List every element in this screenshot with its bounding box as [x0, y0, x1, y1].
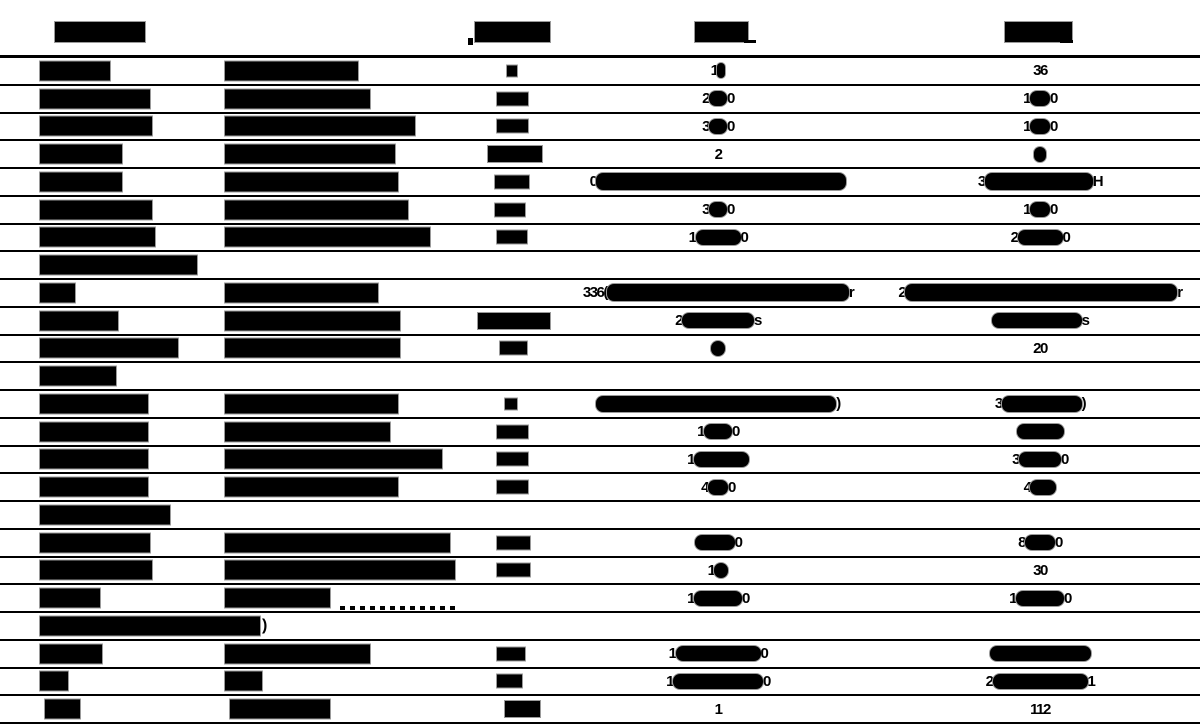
cell-text-fragment: 0 [728, 478, 735, 496]
value-cell [548, 669, 888, 695]
value-cell [870, 197, 1200, 223]
redacted-bar [40, 561, 152, 580]
redacted-bar [497, 120, 528, 133]
redacted-bar [1025, 535, 1055, 550]
redacted-bar [230, 700, 330, 719]
redacted-bar [225, 533, 450, 552]
value-cell [870, 308, 1200, 334]
value-cell [548, 530, 888, 556]
cell-text-fragment: 20 [1033, 339, 1047, 357]
redacted-bar [709, 119, 727, 134]
cell-text-fragment: 1 [710, 62, 718, 80]
redacted-bar [40, 367, 116, 386]
cell-text-fragment: 0 [1050, 201, 1057, 219]
redacted-bar [40, 478, 148, 497]
redacted-bar [497, 453, 528, 466]
redacted-bar [478, 313, 550, 329]
redacted-bar [225, 283, 378, 302]
cell-text-fragment: 0 [727, 117, 734, 135]
value-cell [870, 280, 1200, 306]
redacted-bar [40, 450, 148, 469]
value-cell [870, 169, 1200, 195]
value-cell [870, 585, 1200, 611]
cell-text-fragment: s [754, 312, 761, 330]
redacted-bar [40, 589, 100, 608]
cell-text-fragment: 1 [1023, 201, 1030, 219]
section-header-row [0, 252, 1200, 280]
value-cell [548, 58, 888, 84]
cell-text-fragment: 0 [589, 173, 597, 191]
table-row [0, 86, 1200, 114]
cell-text-fragment: 1 [668, 645, 676, 663]
cell-text-fragment: 36 [1033, 62, 1047, 80]
table-row [0, 336, 1200, 364]
redacted-bar [709, 202, 727, 217]
cell-text-fragment: 3 [994, 395, 1002, 413]
redacted-bar [1019, 452, 1061, 467]
cell-text-fragment: 0 [1061, 450, 1068, 468]
redacted-bar [505, 701, 540, 717]
table-row [0, 530, 1200, 558]
redacted-bar [1030, 119, 1050, 134]
redacted-bar [40, 311, 118, 330]
value-cell [870, 419, 1200, 445]
cell-text-fragment: 0 [1050, 90, 1057, 108]
redacted-bar [1034, 147, 1046, 162]
section-header-row [0, 613, 1200, 641]
redacted-bar [717, 63, 725, 78]
cell-text-fragment: ) [836, 395, 840, 413]
redacted-bar [225, 561, 455, 580]
redacted-bar [682, 313, 754, 328]
value-cell [870, 114, 1200, 140]
redacted-bar [497, 92, 528, 105]
redacted-bar [40, 616, 260, 635]
redacted-bar [505, 398, 517, 409]
cell-text-fragment: 0 [1055, 534, 1062, 552]
cell-text-fragment: 2 [898, 284, 906, 302]
redacted-bar [1016, 591, 1064, 606]
table-row [0, 169, 1200, 197]
cell-text-fragment: 3 [977, 173, 985, 191]
redacted-bar [676, 646, 761, 661]
redacted-bar [1030, 202, 1050, 217]
redacted-bar [596, 396, 836, 412]
redacted-bar [714, 563, 728, 578]
cell-text-fragment: 1 [666, 672, 673, 690]
redacted-bar [500, 342, 527, 355]
value-cell [548, 169, 888, 195]
table-row [0, 558, 1200, 586]
value-cell [548, 114, 888, 140]
redacted-bar [40, 256, 197, 275]
redacted-bar [225, 478, 398, 497]
cell-text-fragment: 0 [734, 534, 742, 552]
redacted-bar [40, 422, 148, 441]
redacted-bar [225, 200, 408, 219]
cell-text-fragment: 0 [1050, 117, 1057, 135]
redacted-bar [40, 117, 152, 136]
cell-text-fragment: 1 [714, 700, 722, 718]
redacted-bar [40, 283, 75, 302]
cell-text-fragment: 0 [727, 201, 734, 219]
value-cell [870, 474, 1200, 500]
table-row [0, 474, 1200, 502]
header-text-remnant [468, 38, 473, 45]
redacted-bar [225, 339, 400, 358]
cell-text-fragment: 1 [1087, 672, 1095, 690]
value-cell [870, 225, 1200, 251]
header-text-remnant [1060, 40, 1073, 43]
redacted-bar [708, 480, 728, 495]
redacted-bar [40, 644, 102, 663]
redacted-bar [495, 175, 529, 188]
table-row [0, 447, 1200, 475]
cell-text-fragment: 1 [1023, 90, 1030, 108]
redacted-bar [993, 674, 1088, 689]
cell-text-fragment: 0 [727, 90, 734, 108]
cell-text-fragment: 30 [1033, 561, 1047, 579]
cell-text-fragment: 3 [1012, 450, 1019, 468]
redacted-bar [1030, 480, 1056, 495]
redacted-header-cell [475, 22, 550, 42]
redacted-bar [40, 200, 152, 219]
cell-text-fragment: 0 [1062, 228, 1070, 246]
redacted-bar [495, 203, 525, 216]
redacted-bar [225, 450, 442, 469]
redacted-bar [225, 589, 330, 608]
cell-text-fragment: 1 [707, 561, 715, 579]
cell-text-fragment: 2 [675, 312, 682, 330]
table-row [0, 280, 1200, 308]
cell-text-fragment: 8 [1018, 534, 1025, 552]
value-cell [548, 280, 888, 306]
redacted-bar [497, 675, 522, 688]
cell-text-fragment: ) [1081, 395, 1086, 413]
cell-text-fragment: 112 [1030, 700, 1050, 718]
redacted-header-cell [695, 22, 748, 42]
value-cell [870, 447, 1200, 473]
redacted-bar [497, 564, 530, 577]
redacted-bar [225, 172, 398, 191]
redacted-bar [704, 424, 732, 439]
redacted-bar [709, 91, 727, 106]
cell-text-fragment: 2 [1010, 228, 1018, 246]
redacted-bar [40, 533, 150, 552]
redacted-bar [694, 591, 742, 606]
redacted-bar [40, 672, 68, 691]
header-text-remnant [744, 40, 756, 43]
redacted-bar [45, 700, 80, 719]
table-row [0, 141, 1200, 169]
value-cell [870, 669, 1200, 695]
redacted-bar [40, 505, 170, 524]
redacted-bar [225, 228, 430, 247]
redacted-bar [992, 313, 1082, 328]
table-header-row [0, 0, 1200, 58]
cell-text-fragment: 0 [1064, 589, 1071, 607]
redacted-bar [497, 481, 528, 494]
redacted-bar [40, 145, 122, 164]
value-cell [548, 447, 888, 473]
redacted-bar [696, 230, 741, 245]
cell-text-fragment: 1 [1023, 117, 1030, 135]
value-cell [548, 225, 888, 251]
value-cell [870, 558, 1200, 584]
cell-text-fragment: 336( [582, 284, 607, 302]
value-cell [870, 86, 1200, 112]
table-row [0, 225, 1200, 253]
redacted-bar [694, 452, 749, 467]
redacted-bar [40, 339, 178, 358]
table-row [0, 308, 1200, 336]
cell-text-fragment: 1 [687, 589, 694, 607]
redacted-bar [985, 173, 1093, 190]
value-cell [548, 641, 888, 667]
value-cell [548, 197, 888, 223]
section-header-row [0, 502, 1200, 530]
value-cell [870, 696, 1200, 722]
cell-text-fragment: 1 [687, 450, 694, 468]
redacted-bar [607, 284, 849, 301]
value-cell [870, 641, 1200, 667]
cell-text-fragment: 2 [702, 90, 709, 108]
value-cell [548, 86, 888, 112]
value-cell [870, 336, 1200, 362]
redacted-bar [40, 394, 148, 413]
value-cell [870, 58, 1200, 84]
value-cell [548, 141, 888, 167]
redacted-bar [497, 425, 528, 438]
redacted-bar [497, 231, 527, 244]
redacted-bar [488, 146, 542, 162]
redacted-bar [711, 341, 725, 356]
clipped-text-fragment [340, 606, 455, 610]
redacted-header-cell [55, 22, 145, 42]
cell-text-fragment: H [1092, 173, 1103, 191]
redacted-bar [1002, 396, 1082, 412]
redacted-bar [497, 536, 530, 549]
redacted-bar [673, 674, 763, 689]
value-cell [548, 696, 888, 722]
cell-text-fragment: r [848, 284, 854, 302]
redacted-bar [225, 61, 358, 80]
value-cell [548, 419, 888, 445]
redacted-bar [225, 394, 398, 413]
redacted-bar [225, 311, 400, 330]
redacted-bar [225, 644, 370, 663]
table-row [0, 419, 1200, 447]
cell-text-fragment: ) [262, 616, 268, 634]
cell-text-fragment: 3 [702, 201, 709, 219]
value-cell [870, 391, 1200, 417]
redacted-bar [905, 284, 1177, 301]
table-row [0, 58, 1200, 86]
section-header-row [0, 363, 1200, 391]
cell-text-fragment: 0 [732, 423, 739, 441]
cell-text-fragment: 1 [697, 423, 704, 441]
cell-text-fragment: 0 [740, 228, 748, 246]
redacted-bar [596, 173, 846, 190]
redacted-bar [40, 228, 155, 247]
redacted-bar [497, 647, 525, 660]
value-cell [870, 530, 1200, 556]
cell-text-fragment: 4 [701, 478, 708, 496]
redacted-bar [507, 65, 517, 76]
cell-text-fragment: 1 [688, 228, 696, 246]
table-row [0, 391, 1200, 419]
cell-text-fragment: 0 [742, 589, 749, 607]
cell-text-fragment: 3 [702, 117, 709, 135]
redacted-bar [40, 89, 150, 108]
redacted-bar [225, 672, 262, 691]
redacted-bar [40, 61, 110, 80]
redacted-bar [1030, 91, 1050, 106]
cell-text-fragment: 2 [714, 145, 722, 163]
table-row [0, 696, 1200, 724]
value-cell [870, 141, 1200, 167]
cell-text-fragment: r [1177, 284, 1182, 302]
table-row [0, 114, 1200, 142]
table-row [0, 585, 1200, 613]
redacted-bar [225, 145, 395, 164]
redacted-bar [695, 535, 735, 550]
cell-text-fragment: 0 [760, 645, 768, 663]
cell-text-fragment: 4 [1023, 478, 1031, 496]
value-cell [548, 558, 888, 584]
value-cell [548, 391, 888, 417]
value-cell [548, 308, 888, 334]
redacted-bar [225, 89, 370, 108]
cell-text-fragment: s [1081, 312, 1089, 330]
cell-text-fragment: 0 [763, 672, 770, 690]
cell-text-fragment: 1 [1009, 589, 1016, 607]
redacted-bar [1018, 230, 1063, 245]
value-cell [548, 336, 888, 362]
redacted-header-cell [1005, 22, 1072, 42]
table-row [0, 197, 1200, 225]
table-body [0, 58, 1200, 724]
redacted-bar [40, 172, 122, 191]
cell-text-fragment: 2 [985, 672, 993, 690]
redacted-bar [990, 646, 1091, 661]
redacted-bar [1017, 424, 1064, 439]
redacted-bar [225, 117, 415, 136]
table-row [0, 669, 1200, 697]
redacted-bar [225, 422, 390, 441]
table-row [0, 641, 1200, 669]
value-cell [548, 474, 888, 500]
value-cell [548, 585, 888, 611]
